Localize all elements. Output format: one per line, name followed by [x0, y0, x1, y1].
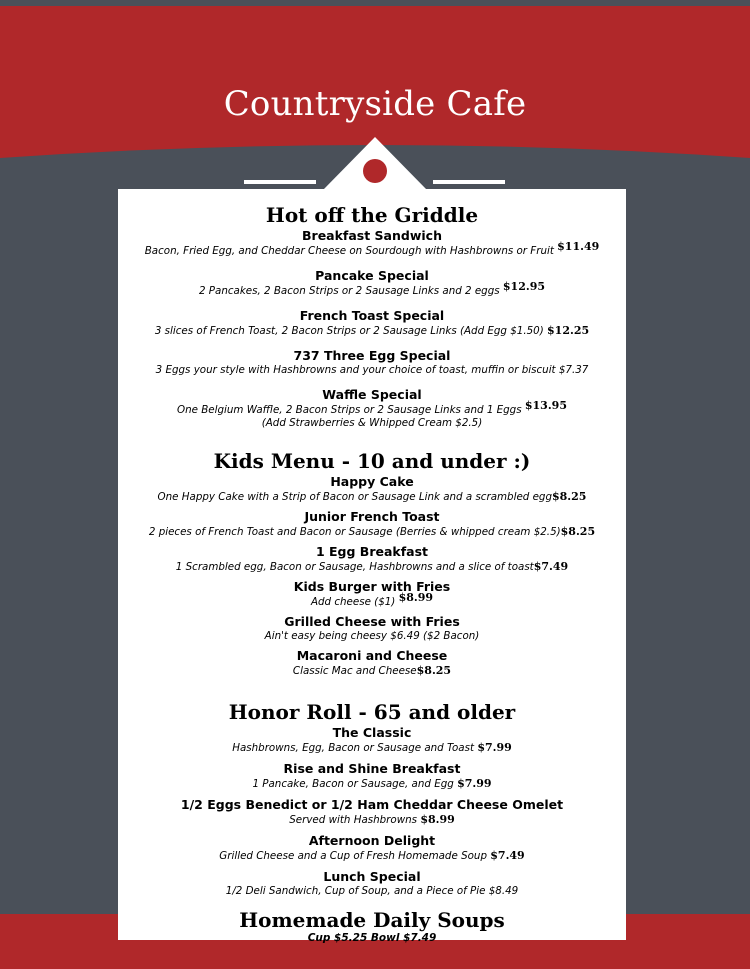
- item-name: Waffle Special: [322, 387, 422, 402]
- item-name: French Toast Special: [299, 308, 445, 323]
- menu-item: [118, 578, 626, 609]
- menu-item: [118, 267, 626, 298]
- item-description: 1 Scrambled egg, Bacon or Sausage, Hashbrowns and a slice of toast$7.49: [175, 560, 569, 573]
- item-name: Afternoon Delight: [308, 833, 436, 848]
- menu-item: [118, 347, 626, 377]
- item-price: $7.99: [477, 741, 512, 754]
- section-title: Honor Roll - 65 and older: [228, 700, 516, 724]
- soup-prices: Cup $5.25 Bowl $7.49: [307, 932, 437, 944]
- section-title: Kids Menu - 10 and under :): [213, 449, 531, 473]
- menu-item: [118, 227, 626, 258]
- section-title: Homemade Daily Soups: [239, 908, 505, 932]
- menu-item: [118, 508, 626, 539]
- item-price: $8.25: [552, 490, 587, 503]
- item-name: Grilled Cheese with Fries: [284, 614, 460, 629]
- menu-content: [118, 203, 626, 945]
- item-name: Pancake Special: [315, 268, 429, 283]
- page-title: Countryside Cafe: [223, 84, 527, 124]
- item-name: Macaroni and Cheese: [296, 648, 448, 663]
- item-price: $7.49: [533, 560, 569, 573]
- item-description: Grilled Cheese and a Cup of Fresh Homemade Soup $7.49: [219, 849, 525, 862]
- item-description: Classic Mac and Cheese$8.25: [292, 664, 452, 677]
- item-price: $7.49: [490, 849, 525, 862]
- item-name: Lunch Special: [323, 869, 421, 884]
- section-soups: [118, 908, 626, 945]
- item-price: $7.99: [457, 777, 492, 790]
- item-extra: (Add Strawberries & Whipped Cream $2.5): [261, 417, 483, 429]
- left-decor-line: [244, 180, 316, 184]
- menu-item: [118, 386, 626, 429]
- header-band: [0, 6, 750, 158]
- menu-item: [118, 796, 626, 827]
- section-kids: [118, 449, 626, 678]
- item-price: $13.95: [524, 399, 567, 412]
- item-name: Breakfast Sandwich: [302, 228, 442, 243]
- item-description: 2 Pancakes, 2 Bacon Strips or 2 Sausage Links and 2 eggs $12.95: [198, 280, 546, 297]
- item-description: 2 pieces of French Toast and Bacon or Sausage (Berries & whipped cream $2.5)$8.25: [148, 525, 596, 538]
- item-description: 3 slices of French Toast, 2 Bacon Strips or 2 Sausage Links (Add Egg $1.50) $12.25: [154, 324, 590, 337]
- section-honor-roll: [118, 700, 626, 898]
- item-name: 1 Egg Breakfast: [315, 544, 429, 559]
- item-description: Bacon, Fried Egg, and Cheddar Cheese on Sourdough with Hashbrowns or Fruit $11.49: [144, 240, 600, 257]
- item-description: 1/2 Deli Sandwich, Cup of Soup, and a Piece of Pie $8.49: [225, 885, 519, 897]
- menu-item: [118, 613, 626, 643]
- item-name: 737 Three Egg Special: [293, 348, 451, 363]
- item-description: One Happy Cake with a Strip of Bacon or Sausage Link and a scrambled egg$8.25: [157, 490, 587, 503]
- item-name: Kids Burger with Fries: [293, 579, 451, 594]
- item-description: Ain't easy being cheesy $6.49 ($2 Bacon): [264, 630, 480, 642]
- item-price: $8.25: [416, 664, 452, 677]
- item-description: Served with Hashbrowns $8.99: [289, 813, 455, 826]
- item-name: 1/2 Eggs Benedict or 1/2 Ham Cheddar Cheese Omelet: [180, 797, 564, 812]
- menu-item: [118, 647, 626, 678]
- item-price: $11.49: [557, 240, 600, 253]
- item-price: $8.99: [420, 813, 455, 826]
- menu-item: [118, 760, 626, 791]
- item-name: The Classic: [332, 725, 412, 740]
- menu-item: [118, 724, 626, 755]
- tag-hole-icon: [363, 159, 387, 183]
- right-decor-line: [433, 180, 505, 184]
- item-description: 3 Eggs your style with Hashbrowns and your choice of toast, muffin or biscuit $7.37: [155, 364, 589, 376]
- section-griddle: [118, 203, 626, 429]
- menu-item: [118, 543, 626, 574]
- menu-item: [118, 473, 626, 504]
- item-price: $8.25: [560, 525, 596, 538]
- item-description: Hashbrowns, Egg, Bacon or Sausage and Toast $7.99: [232, 741, 512, 754]
- item-name: Rise and Shine Breakfast: [283, 761, 461, 776]
- item-description: Add cheese ($1) $8.99: [310, 591, 434, 608]
- item-description: 1 Pancake, Bacon or Sausage, and Egg $7.99: [252, 777, 492, 790]
- item-name: Junior French Toast: [304, 509, 440, 524]
- item-price: $12.95: [502, 280, 546, 293]
- menu-item: [118, 868, 626, 898]
- menu-item: [118, 307, 626, 338]
- menu-item: [118, 832, 626, 863]
- item-price: $8.99: [398, 591, 434, 604]
- item-name: Happy Cake: [330, 474, 414, 489]
- item-price: $12.25: [547, 324, 590, 337]
- item-description: One Belgium Waffle, 2 Bacon Strips or 2 Sausage Links and 1 Eggs $13.95: [177, 399, 567, 416]
- section-title: Hot off the Griddle: [265, 203, 479, 227]
